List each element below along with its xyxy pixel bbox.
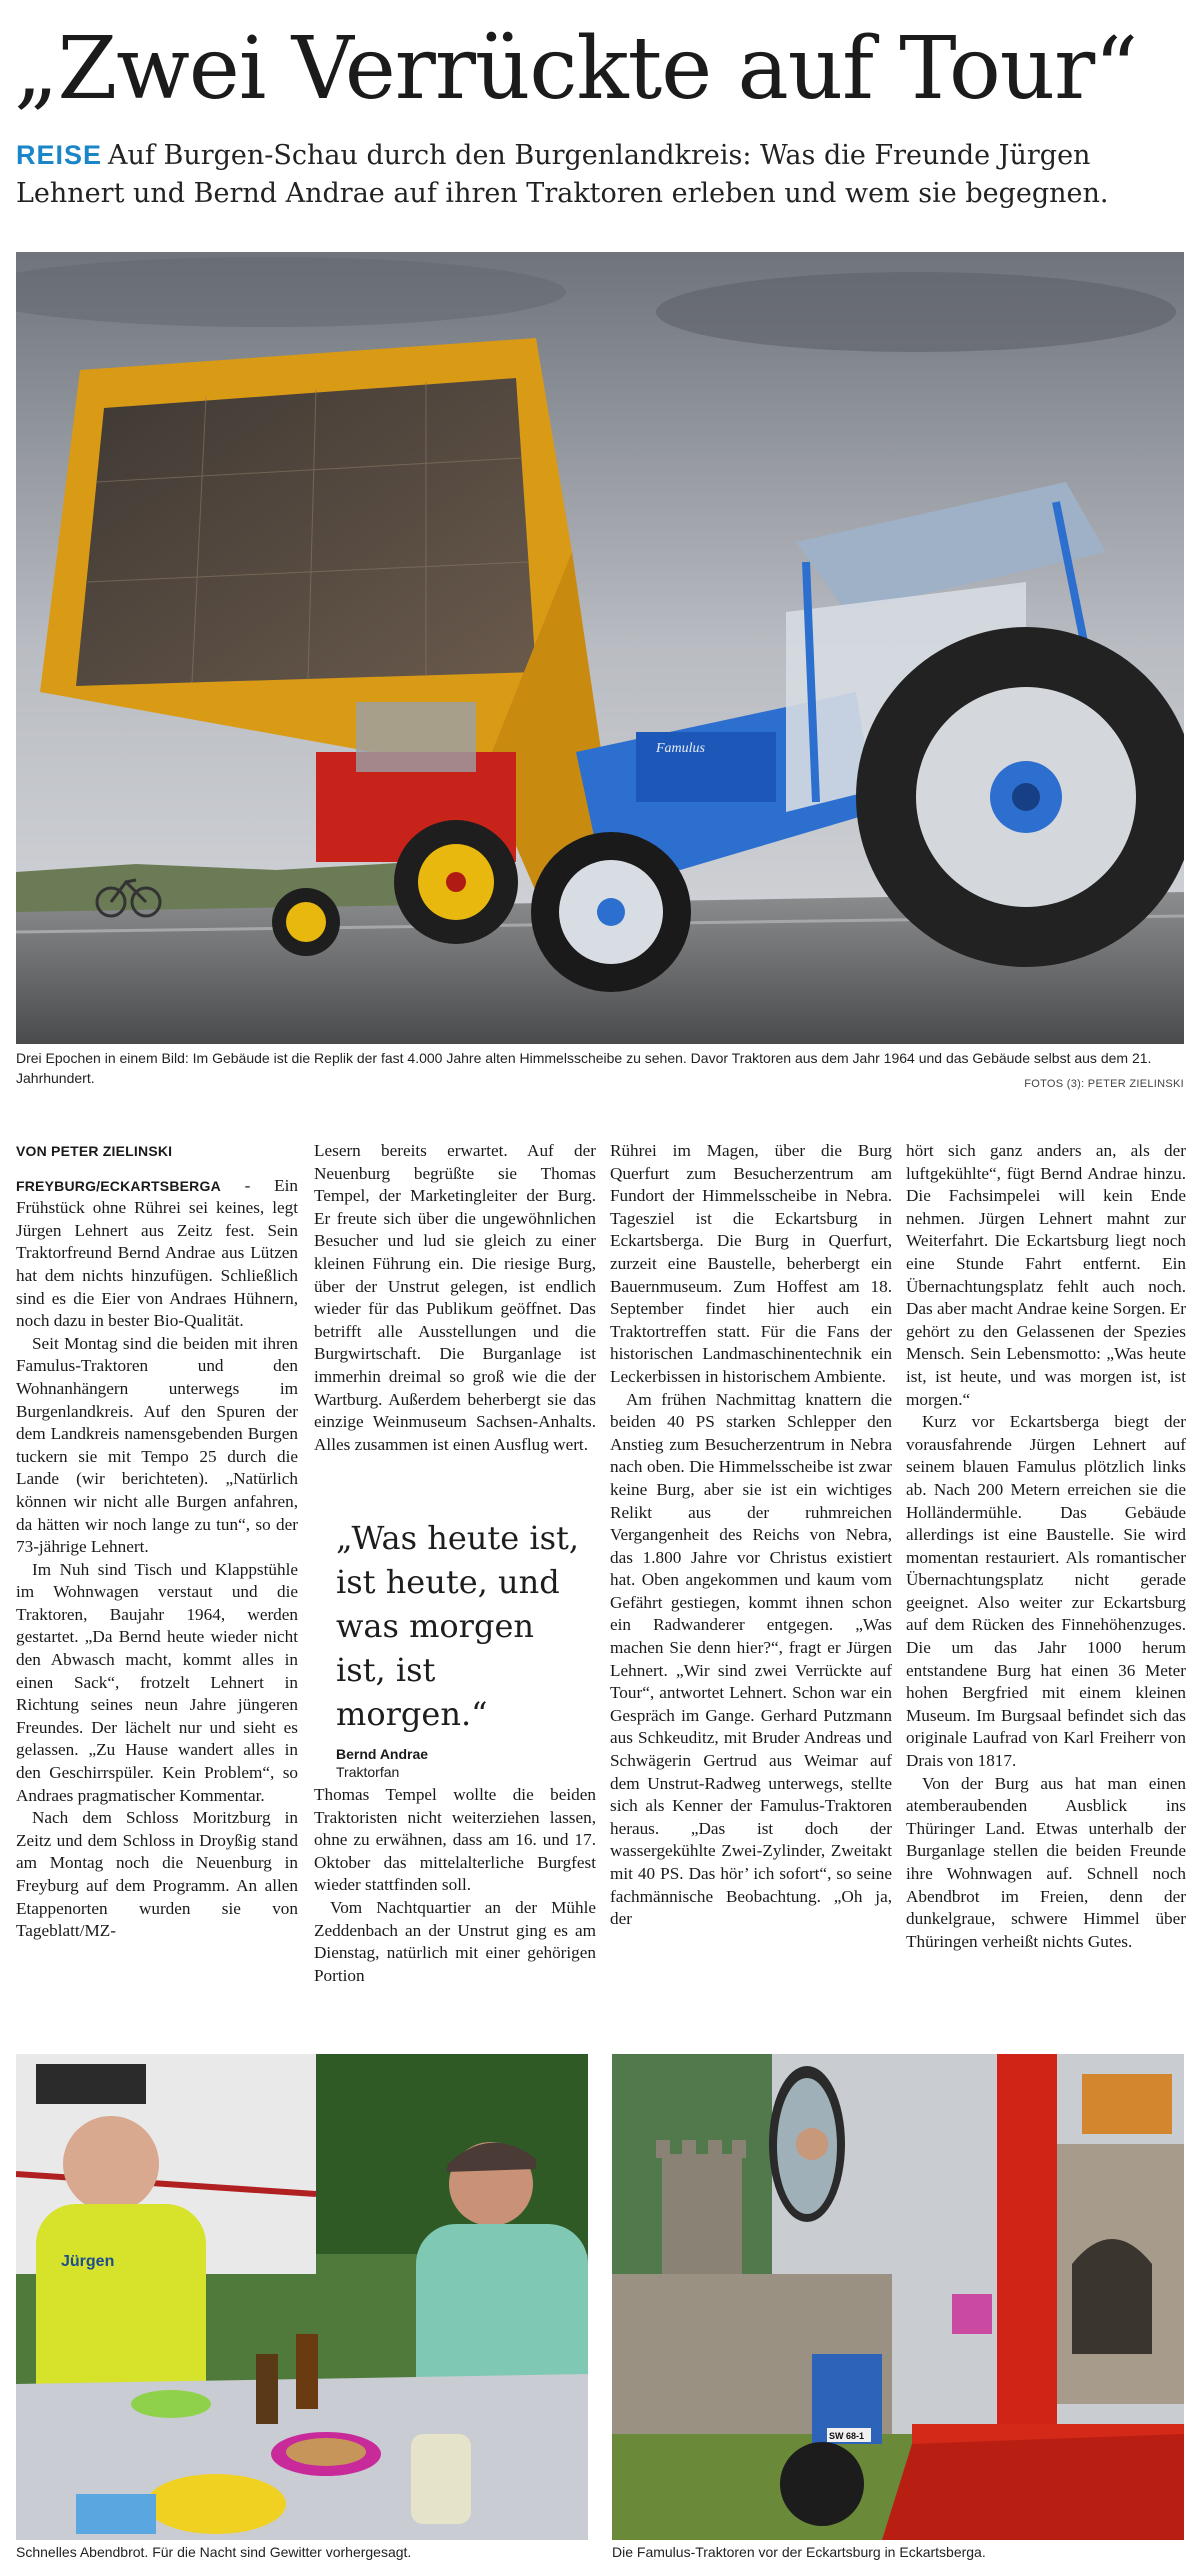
article-paragraph: Nach dem Schloss Moritzburg in Zeitz und dem Schloss in Droyßig stand am Montag noch die Neuenburg in Freyburg auf dem Programm. An allen Etappenorten wurden sie von Tageblatt/MZ- (16, 1808, 298, 1941)
castle-photo-illustration (612, 2054, 1184, 2540)
article-column-2-continued (314, 1784, 596, 1987)
article-column-1 (16, 1140, 298, 1943)
subhead-text: Auf Burgen-Schau durch den Burgenlandkreis: Was die Freunde Jürgen Lehnert und Bernd Andrae auf ihren Traktoren erleben und wem sie begegnen. (16, 140, 1109, 209)
tractor-brand-text: Famulus (656, 741, 705, 756)
pull-quote-text: „Was heute ist, ist heute, und was morgen ist, ist morgen.“ (336, 1519, 580, 1733)
pull-quote-author: Bernd Andrae (336, 1746, 429, 1762)
dinner-photo (16, 2054, 588, 2540)
article-paragraph: FREYBURG/ECKARTSBERGA - Ein Frühstück ohne Rührei sei keines, legt Jürgen Lehnert aus Zeitz fest. Sein Traktorfreund Bernd Andrae aus Lützen hat dem nichts hinzufügen. Schließlich sind es die Eier von Andraes Hühnern, noch dazu in bester Bio-Qualität. (16, 1175, 299, 1331)
article-paragraph: Vom Nachtquartier an der Mühle Zeddenbach an der Unstrut ging es am Dienstag, natürlich mit einer gehörigen Portion (314, 1897, 596, 1985)
article-paragraph: Thomas Tempel wollte die beiden Traktoristen nicht weiterziehen lassen, ohne zu erwähnen, dass am 16. und 17. Oktober das mittelalterliche Burgfest wieder stattfinden soll. (314, 1785, 596, 1895)
subhead (16, 136, 1186, 213)
section-kicker: REISE (16, 140, 103, 170)
article-paragraph: Seit Montag sind die beiden mit ihren Famulus-Traktoren und den Wohnanhängern unterwegs im Burgenlandkreis. Auf den Spuren der dem Landkreis namensgebenden Burgen tuckern sie mit Tempo 25 durch die Lande (wir berichteten). „Natürlich können wir nicht alle Burgen anfahren, da hätten wir noch lange zu tun“, so der 73-jährige Lehnert. (16, 1333, 298, 1557)
castle-photo-caption: Die Famulus-Traktoren vor der Eckartsburg in Eckartsberga. (612, 2544, 986, 2560)
article-paragraph: Im Nuh sind Tisch und Klappstühle im Wohnwagen verstaut und die Traktoren, Baujahr 1964, werden gestartet. „Da Bernd heute wieder nicht den Abwasch macht, kommt alles in einen Sack“, frotzelt Lehnert in Richtung seines neun Jahre jüngeren Freundes. Der lächelt nur und sieht es gelassen. „Zu Hause wandert alles in den Geschirrspüler. Kein Problem“, so Andraes pragmatischer Kommentar. (16, 1559, 298, 1805)
article-paragraph: Am frühen Nachmittag knattern die beiden 40 PS starken Schlepper den Anstieg zum Besucherzentrum in Nebra nach oben. Die Himmelsscheibe ist zwar keine Burg, aber sie ist ein wichtiges Relikt aus der ruhmreichen Vergangenheit des Reichs von Nebra, das 1.800 Jahre vor Christus existiert hat. Oben angekommen und kaum vom Gefährt gestiegen, kommt ihnen schon ein Radwanderer entgegen. „Was machen Sie denn hier?“, fragt er Jürgen Lehnert. „Wir sind zwei Verrückte auf Tour“, antwortet Lehnert. Schon war ein Gespräch im Gange. Gerhard Putzmann aus Schkeuditz, mit Bruder Andreas und Schwägerin Gertrud aus Weimar auf dem Unstrut-Radweg unterwegs, stellte sich als Kenner der Famulus-Traktoren heraus. „Das ist doch der wassergekühlte Zwei-Zylinder, Zweitakt mit 40 PS. Das hör’ ich sofort“, so seine fachmännische Beobachtung. „Oh ja, der (610, 1389, 892, 1929)
pull-quote-role: Traktorfan (336, 1764, 400, 1780)
dateline: FREYBURG/ECKARTSBERGA (16, 1177, 221, 1194)
article-column-2 (314, 1140, 596, 1456)
article-column-3 (610, 1140, 892, 1931)
article-column-4 (906, 1140, 1186, 1953)
main-photo-caption: Drei Epochen in einem Bild: Im Gebäude ist die Replik der fast 4.000 Jahre alten Himmelsscheibe zu sehen. Davor Traktoren aus dem Jahr 1964 und das Gebäude selbst aus dem 21. Jahrhundert. (16, 1050, 1152, 1086)
main-photo-illustration (16, 252, 1184, 1044)
article-paragraph: Kurz vor Eckartsberga biegt der vorausfahrende Jürgen Lehnert auf seinem blauen Famulus plötzlich links ab. Nach 200 Metern erreichen sie die Holländermühle. Das Gebäude allerdings ist eine Baustelle. Sie wird momentan restauriert. Als romantischer Übernachtungsplatz nicht gerade geeignet. Also weiter zur Eckartsburg auf dem Rücken des Finnehöhenzuges. Die um das Jahr 1000 herum entstandene Burg hat einen 36 Meter hohen Bergfried mit einem kleinen Museum. Im Burgsaal befindet sich das originale Laufrad von Karl Freiherr von Drais von 1817. (906, 1412, 1186, 1771)
dinner-photo-caption: Schnelles Abendbrot. Für die Nacht sind Gewitter vorhergesagt. (16, 2544, 412, 2560)
article-paragraph: hört sich ganz anders an, als der luftgekühlte“, fügt Bernd Andrae hinzu. Die Fachsimpelei will kein Ende nehmen. Jürgen Lehnert mahnt zur Weiterfahrt. Die Eckartsburg liegt noch eine Stunde Fahrt entfernt. Ein Übernachtungsplatz fehlt auch noch. Das aber macht Andrae keine Sorgen. Er gehört zu den Gelassenen der Spezies Mensch. Sein Lebensmotto: „Was heute ist, ist heute, und was morgen ist, ist morgen.“ (906, 1141, 1186, 1409)
article-paragraph: Von der Burg aus hat man einen atemberaubenden Ausblick ins Thüringer Land. Etwas unterhalb der Burganlage stellen die beiden Freunde ihre Wohnwagen auf. Schnell noch Abendbrot im Freien, denn der dunkelgraue, schwere Himmel über Thüringen verheißt nichts Gutes. (906, 1773, 1186, 1951)
article-paragraph: Rührei im Magen, über die Burg Querfurt zum Besucherzentrum am Fundort der Himmelsscheibe in Nebra. Tagesziel ist die Eckartsburg in Eckartsberga. Die Burg in Querfurt, zurzeit eine Baustelle, beherbergt ein Bauernmuseum. Zum Hoffest am 18. September findet hier auch ein Traktortreffen statt. Für die Fans der historischen Landmaschinentechnik ein Leckerbissen in historischem Ambiente. (610, 1141, 892, 1386)
pull-quote (336, 1516, 586, 1780)
castle-photo (612, 2054, 1184, 2540)
main-photo (16, 252, 1184, 1044)
dinner-photo-illustration (16, 2054, 588, 2540)
license-plate-text: SW 68-1 (829, 2431, 865, 2441)
byline: VON PETER ZIELINSKI (16, 1143, 173, 1159)
shirt-text: Jürgen (61, 2253, 115, 2270)
headline: „Zwei Verrückte auf Tour“ (14, 19, 1138, 119)
photo-credit: FOTOS (3): PETER ZIELINSKI (1024, 1078, 1184, 1090)
article-paragraph: Lesern bereits erwartet. Auf der Neuenburg begrüßte sie Thomas Tempel, der Marketingleiter der Burg. Er freute sich über die ungewöhnlichen Besucher und lud sie gleich zu einer kleinen Führung ein. Die riesige Burg, über der Unstrut gelegen, ist endlich wieder für das Publikum geöffnet. Das betrifft alle Ausstellungen und die Burgwirtschaft. Die Burganlage ist immerhin dreimal so groß wie die der Wartburg. Außerdem beherbergt sie das einzige Weinmuseum Sachsen-Anhalts. Alles zusammen ist einen Ausflug wert. (314, 1141, 596, 1454)
